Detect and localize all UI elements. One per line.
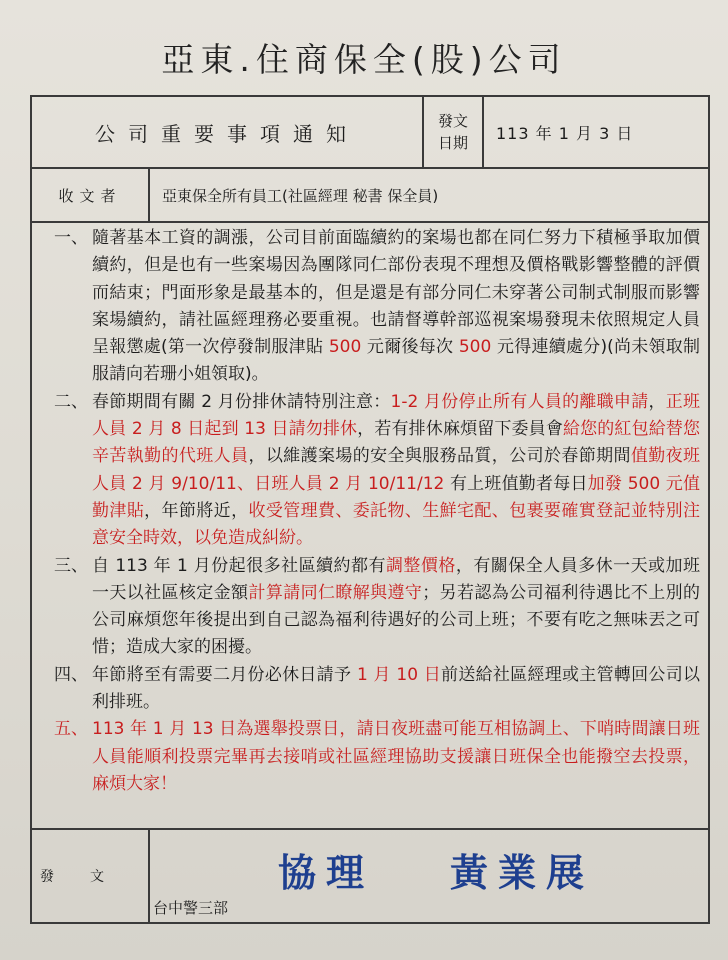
highlighted-text: 500 <box>328 337 362 358</box>
sender-department: 台中警三部 <box>153 899 229 917</box>
item-number: 四、 <box>54 664 88 685</box>
highlighted-text: 1 月 10 日 <box>356 664 442 685</box>
recipient-value: 亞東保全所有員工(社區經理 秘書 保全員) <box>149 168 709 222</box>
item-number: 一、 <box>54 228 88 248</box>
item-text <box>92 662 700 717</box>
notice-form-table <box>30 95 710 924</box>
item-text-segment: 年節將至有需要二月份必休日請予 <box>92 664 357 685</box>
notice-item <box>32 389 700 553</box>
issue-date-value: 113 年 1 月 3 日 <box>483 96 709 168</box>
highlighted-text: 1-2 月份停止所有人員的離職申請 <box>390 391 649 412</box>
item-text-segment: ，有關保全人員多休一天或加班一天以社區核定金額 <box>92 555 701 603</box>
highlighted-text: 收受管理費、委託物、生鮮宅配、包裹要確實登記並特別注意安全時效，以免造成糾紛。 <box>92 500 701 549</box>
highlighted-text: 計算請同仁瞭解與遵守 <box>248 582 423 603</box>
highlighted-text: 正班人員 2 月 8 日起到 13 日請勿排休 <box>92 391 701 440</box>
highlighted-text: 值勤夜班人員 2 月 9/10/11、日班人員 2 月 10/11/12 <box>92 446 701 494</box>
notice-item <box>32 553 700 662</box>
item-text-segment: 前送給社區經理或主管轉回公司以利排班。 <box>92 664 700 713</box>
item-text <box>92 225 700 389</box>
item-number: 五、 <box>54 719 88 740</box>
item-text-segment: ；另若認為公司福利待遇比不上別的公司麻煩您年後提出到自己認為福利待遇好的公司上班；不要有吃之無味丟之可惜；造成大家的困擾。 <box>92 582 701 658</box>
item-text-segment: ，以維護案場的安全與服務品質，公司於春節期間 <box>248 446 631 467</box>
item-text-segment: 元得連續處分)(尚未領取制服請向若珊小姐領取)。 <box>92 337 701 385</box>
company-name: 亞東.住商保全(股)公司 <box>161 40 567 79</box>
notice-items <box>32 223 708 798</box>
notice-item <box>32 662 700 717</box>
highlighted-text: 113 年 1 月 13 日為選舉投票日，請日夜班盡可能互相協調上、下哨時間讓日班人員能順利投票完畢再去接哨或社區經理協助支援讓日班保全也能撥空去投票，麻煩大家！ <box>92 719 700 794</box>
highlighted-text: 調整價格 <box>385 555 456 576</box>
highlighted-text: 給您的紅包給替您辛苦執勤的代班人員 <box>92 419 701 467</box>
item-text-segment: 元爾後每次 <box>361 337 459 358</box>
notice-item <box>32 225 700 389</box>
item-text-segment: 有上班值勤者每日 <box>444 473 588 494</box>
highlighted-text: 加發 500 元值勤津貼 <box>92 473 700 521</box>
issue-date-label-line1: 發文 <box>437 112 468 130</box>
notice-item <box>32 716 700 798</box>
sender-cell <box>149 829 709 923</box>
issue-date-label <box>423 96 483 168</box>
item-text-segment: ，若有排休麻煩留下委員會 <box>357 419 563 440</box>
item-text-segment: 自 113 年 1 月份起很多社區續約都有 <box>92 555 386 576</box>
notice-title: 公司重要事項通知 <box>31 96 423 168</box>
item-text <box>92 389 700 553</box>
item-text <box>92 716 700 798</box>
item-text-segment: 隨著基本工資的調漲，公司目前面臨續約的案場也都在同仁努力下積極爭取加價續約，但是也有一些案場因為團隊同仁部份表現不理想及價格戰影響整體的評價而結束；門面形象是最基本的，但是還是有部分同仁未穿著公司制式制服而影響案場續約，請社區經理務必要重視。也請督導幹部巡視案場發現未依照規定人員呈報懲處(第一次停發制服津貼 <box>92 228 700 358</box>
signature-name: 黃業展 <box>450 850 595 895</box>
item-number: 三、 <box>54 555 88 576</box>
recipient-label: 收文者 <box>31 168 149 222</box>
item-text-segment: ， <box>648 391 666 412</box>
notice-content <box>31 222 709 829</box>
item-text-segment: ，年節將近， <box>144 500 249 521</box>
sender-label: 發文 <box>31 829 149 923</box>
item-number: 二、 <box>54 391 88 412</box>
item-text-segment: 春節期間有關 2 月份排休請特別注意： <box>92 391 391 412</box>
signature-title: 協理 <box>278 850 375 895</box>
item-text <box>92 553 700 662</box>
highlighted-text: 500 <box>458 337 492 358</box>
issue-date-label-line2: 日期 <box>437 134 468 152</box>
